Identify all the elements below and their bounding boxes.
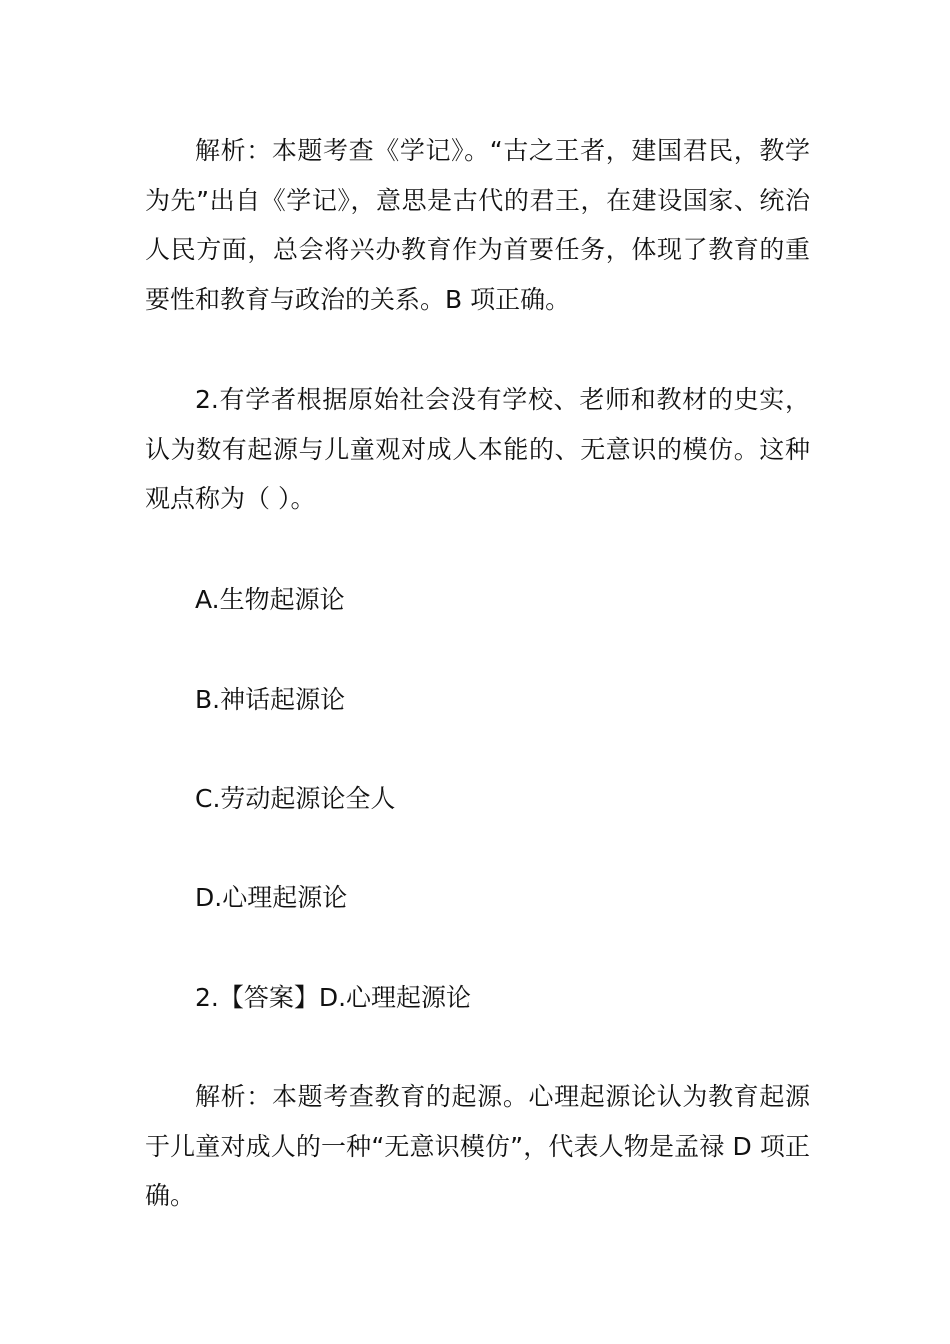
option-d: D.心理起源论	[195, 883, 348, 912]
option-c: C.劳动起源论全人	[195, 784, 396, 813]
option-a: A.生物起源论	[195, 585, 345, 614]
option-b: B.神话起源论	[195, 685, 346, 714]
explanation-paragraph-1: 解析：本题考查《学记》。“古之王者，建国君民，教学为先”出自《学记》，意思是古代的君王，在建设国家、统治人民方面，总会将兴办教育作为首要任务，体现了教育的重要性和教育与政治的关系。B 项正确。	[145, 136, 810, 314]
explanation-paragraph-2: 解析：本题考查教育的起源。心理起源论认为教育起源于儿童对成人的一种“无意识模仿”，代表人物是孟禄 D 项正确。	[145, 1082, 810, 1210]
question-2-stem: 2.有学者根据原始社会没有学校、老师和教材的史实，认为数有起源与儿童观对成人本能的、无意识的模仿。这种观点称为（ ）。	[145, 385, 810, 513]
answer-2: 2.【答案】D.心理起源论	[195, 983, 472, 1012]
